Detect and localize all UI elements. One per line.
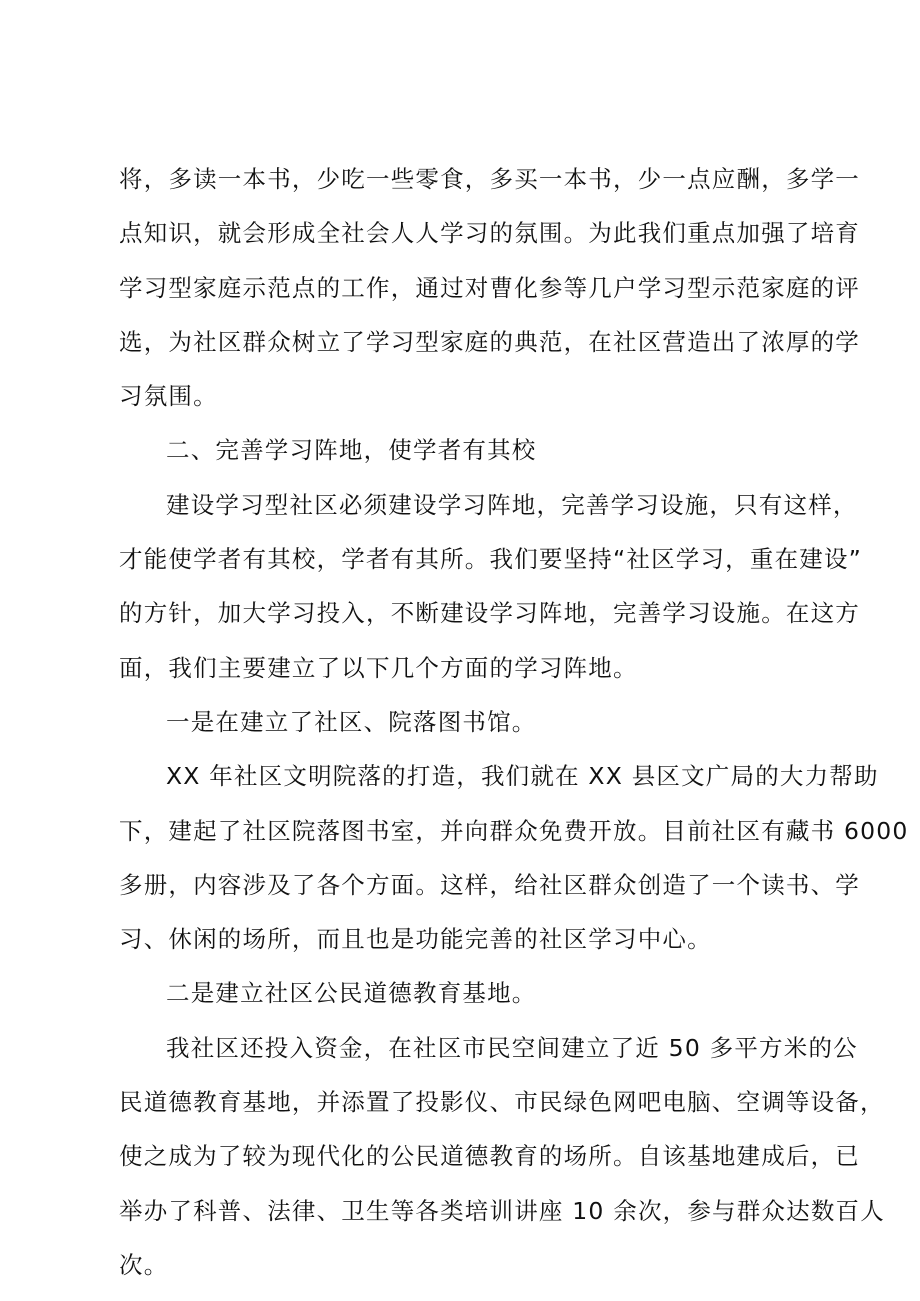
paragraph xyxy=(119,749,909,966)
text-line: 下，建起了社区院落图书室，并向群众免费开放。目前社区有藏书 6000 xyxy=(119,816,909,845)
text-line: 点知识，就会形成全社会人人学习的氛围。为此我们重点加强了培育 xyxy=(119,219,860,248)
text-line: 面，我们主要建立了以下几个方面的学习阵地。 xyxy=(119,653,638,682)
text-line: 我社区还投入资金，在社区市民空间建立了近 50 多平方米的公 xyxy=(166,1033,858,1062)
text-line: 选，为社区群众树立了学习型家庭的典范，在社区营造出了浓厚的学 xyxy=(119,327,860,356)
text-line: 多册，内容涉及了各个方面。这样，给社区群众创造了一个读书、学 xyxy=(119,870,860,899)
text-line: 次。 xyxy=(119,1250,169,1279)
text-line: 民道德教育基地，并添置了投影仪、市民绿色网吧电脑、空调等设备， xyxy=(119,1088,885,1117)
paragraph xyxy=(119,1021,885,1292)
text-line: 使之成为了较为现代化的公民道德教育的场所。自该基地建成后，已 xyxy=(119,1142,860,1171)
text-line: 习氛围。 xyxy=(119,382,218,411)
paragraph xyxy=(119,478,863,695)
text-line: 建设学习型社区必须建设学习阵地，完善学习设施，只有这样， xyxy=(166,490,858,519)
subsection-heading: 一是在建立了社区、院落图书馆。 xyxy=(166,707,537,736)
section-heading: 二、完善学习阵地，使学者有其校 xyxy=(166,436,537,465)
paragraph xyxy=(119,152,860,423)
document-body xyxy=(119,152,909,1292)
text-line: 学习型家庭示范点的工作，通过对曹化参等几户学习型示范家庭的评 xyxy=(119,273,860,302)
text-line: 的方针，加大学习投入，不断建设学习阵地，完善学习设施。在这方 xyxy=(119,599,860,628)
text-line: 举办了科普、法律、卫生等各类培训讲座 10 余次，参与群众达数百人 xyxy=(119,1196,885,1225)
subsection-heading: 二是建立社区公民道德教育基地。 xyxy=(166,979,537,1008)
text-line: 习、休闲的场所，而且也是功能完善的社区学习中心。 xyxy=(119,925,712,954)
text-line: 将，多读一本书，少吃一些零食，多买一本书，少一点应酬，多学一 xyxy=(119,165,860,193)
text-line: 才能使学者有其校，学者有其所。我们要坚持“社区学习，重在建设” xyxy=(119,545,863,574)
text-line: XX 年社区文明院落的打造，我们就在 XX 县区文广局的大力帮助 xyxy=(166,762,879,791)
